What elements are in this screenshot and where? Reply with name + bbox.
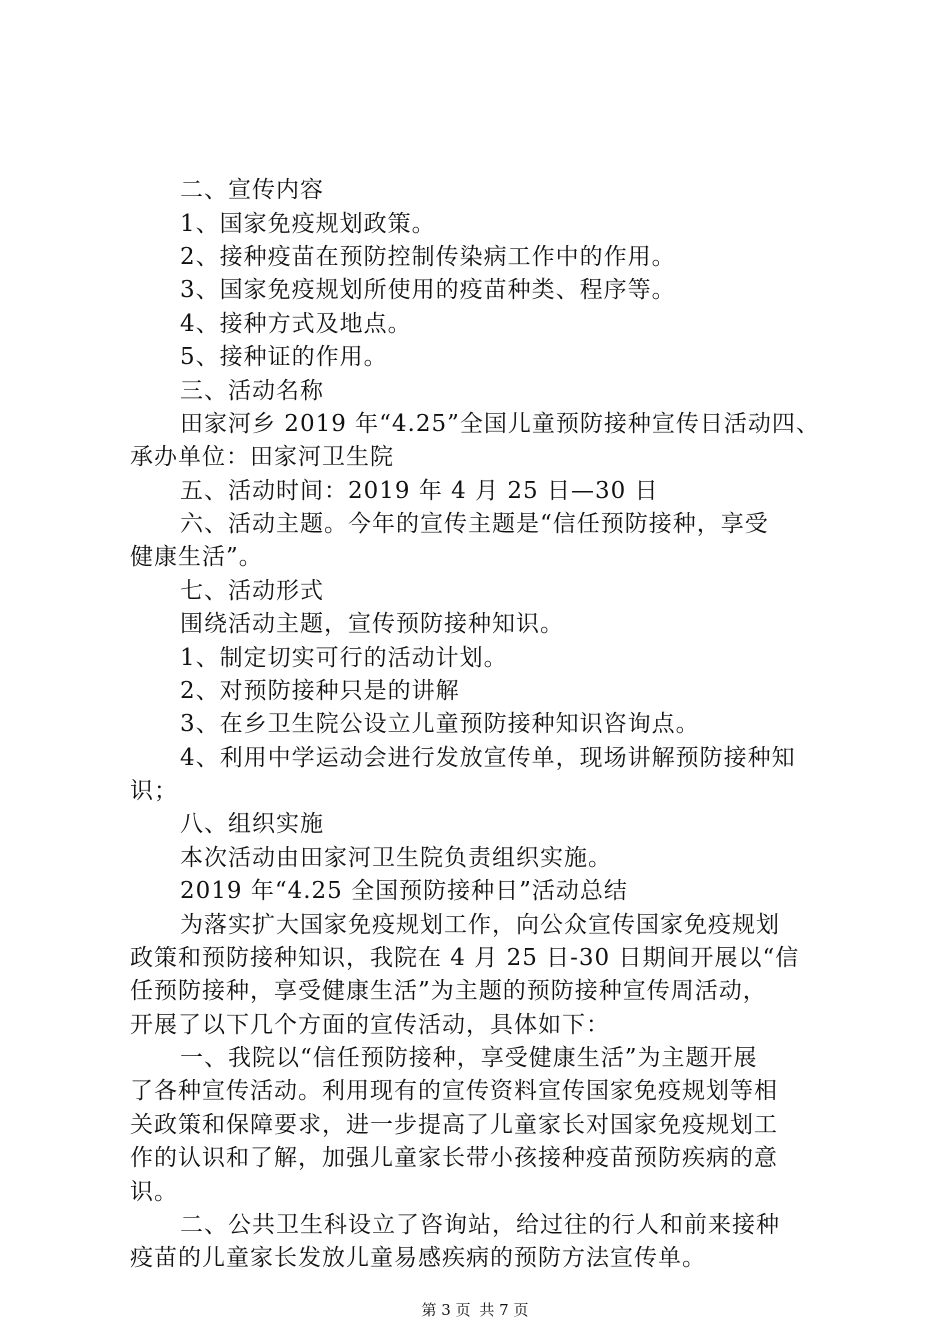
- text-line: 田家河乡 2019 年“4.25”全国儿童预防接种宣传日活动四、: [180, 411, 820, 437]
- text-line: 3、在乡卫生院公设立儿童预防接种知识咨询点。: [180, 711, 700, 737]
- text-line: 二、公共卫生科设立了咨询站，给过往的行人和前来接种: [180, 1212, 780, 1238]
- text-line: 识。: [130, 1179, 178, 1205]
- text-line: 1、国家免疫规划政策。: [180, 211, 436, 237]
- text-line: 三、活动名称: [180, 378, 324, 404]
- text-line: 开展了以下几个方面的宣传活动，具体如下：: [130, 1012, 610, 1038]
- text-line: 4、接种方式及地点。: [180, 311, 412, 337]
- text-line: 二、宣传内容: [180, 177, 324, 203]
- text-line: 围绕活动主题，宣传预防接种知识。: [180, 611, 564, 637]
- text-line: 疫苗的儿童家长发放儿童易感疾病的预防方法宣传单。: [130, 1245, 706, 1271]
- text-line: 六、活动主题。今年的宣传主题是“信任预防接种，享受: [180, 511, 769, 537]
- text-line: 作的认识和了解，加强儿童家长带小孩接种疫苗预防疾病的意: [130, 1145, 778, 1171]
- text-line: 5、接种证的作用。: [180, 344, 388, 370]
- text-line: 1、制定切实可行的活动计划。: [180, 645, 508, 671]
- text-line: 了各种宣传活动。利用现有的宣传资料宣传国家免疫规划等相: [130, 1078, 778, 1104]
- text-line: 一、我院以“信任预防接种，享受健康生活”为主题开展: [180, 1045, 758, 1071]
- text-line: 八、组织实施: [180, 811, 324, 837]
- text-line: 七、活动形式: [180, 578, 324, 604]
- text-line: 健康生活”。: [130, 544, 263, 570]
- text-line: 为落实扩大国家免疫规划工作，向公众宣传国家免疫规划: [180, 912, 780, 938]
- page-total: 共 7 页: [479, 1301, 529, 1319]
- page-footer: [0, 1300, 950, 1320]
- text-line: 任预防接种，享受健康生活”为主题的预防接种宣传周活动，: [130, 978, 767, 1004]
- text-line: 承办单位：田家河卫生院: [130, 444, 394, 470]
- text-line: 本次活动由田家河卫生院负责组织实施。: [180, 845, 612, 871]
- text-line: 识；: [130, 778, 178, 804]
- page-number: 第 3 页: [421, 1301, 471, 1319]
- text-line: 五、活动时间：2019 年 4 月 25 日—30 日: [180, 478, 659, 504]
- text-line: 4、利用中学运动会进行发放宣传单，现场讲解预防接种知: [180, 745, 796, 771]
- text-line: 2019 年“4.25 全国预防接种日”活动总结: [180, 878, 628, 904]
- text-line: 2、接种疫苗在预防控制传染病工作中的作用。: [180, 244, 676, 270]
- text-line: 关政策和保障要求，进一步提高了儿童家长对国家免疫规划工: [130, 1112, 778, 1138]
- text-line: 2、对预防接种只是的讲解: [180, 678, 460, 704]
- text-line: 政策和预防接种知识，我院在 4 月 25 日-30 日期间开展以“信: [130, 945, 800, 971]
- text-line: 3、国家免疫规划所使用的疫苗种类、程序等。: [180, 277, 676, 303]
